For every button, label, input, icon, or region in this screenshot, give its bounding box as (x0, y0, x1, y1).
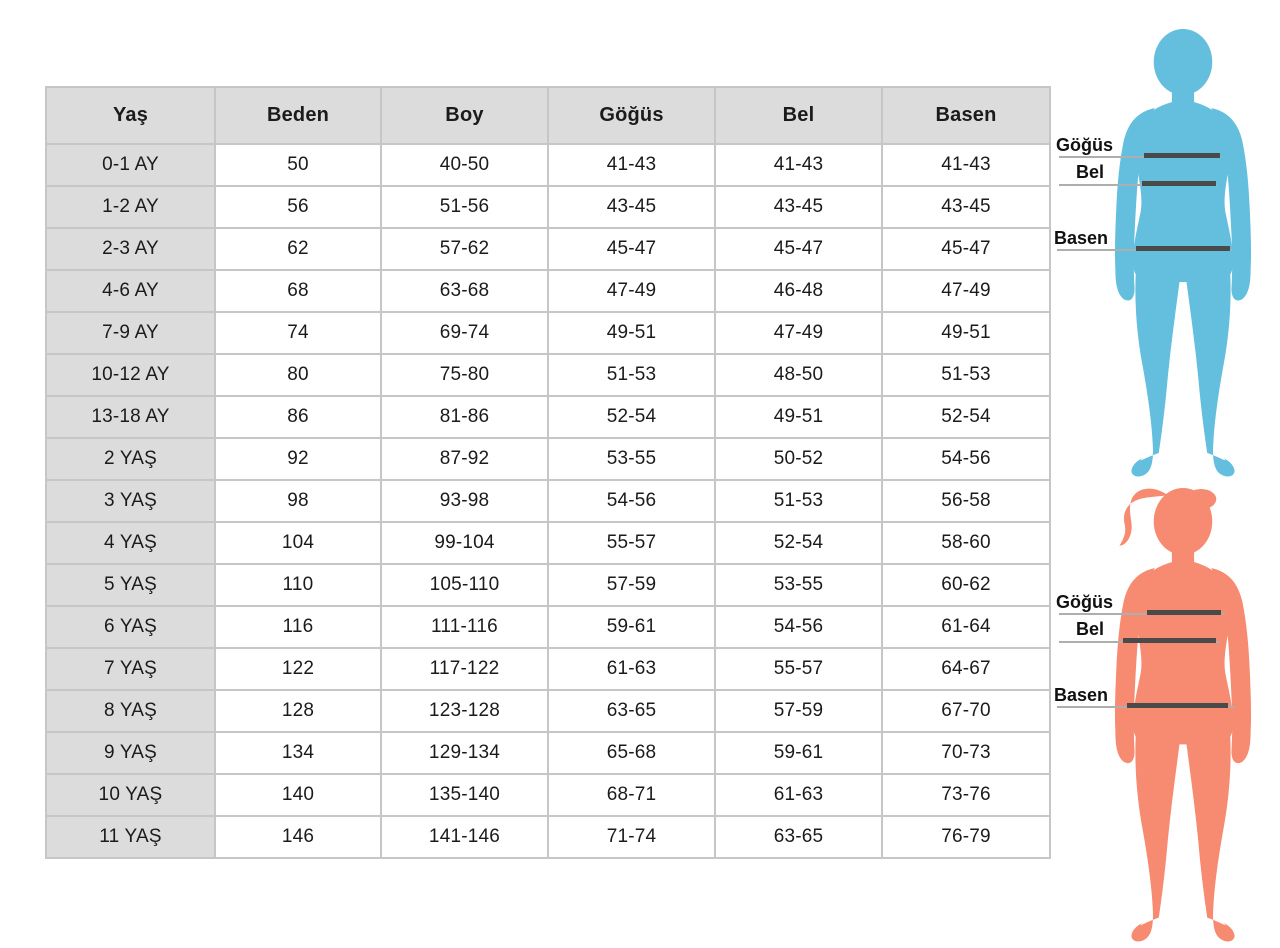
table-cell: 75-80 (381, 354, 548, 396)
row-header-age: 10 YAŞ (46, 774, 215, 816)
child-waist-label: Bel (1076, 619, 1105, 639)
table-body (46, 144, 1050, 858)
table-cell: 51-53 (715, 480, 882, 522)
table-cell: 48-50 (715, 354, 882, 396)
table-cell: 53-55 (715, 564, 882, 606)
table-cell: 43-45 (715, 186, 882, 228)
table-cell: 41-43 (882, 144, 1050, 186)
table-cell: 47-49 (715, 312, 882, 354)
table-cell: 63-65 (548, 690, 715, 732)
table-cell: 63-65 (715, 816, 882, 858)
header-row (46, 87, 1050, 144)
table-cell: 41-43 (715, 144, 882, 186)
table-cell: 47-49 (548, 270, 715, 312)
table-cell: 62 (215, 228, 381, 270)
adult-right-leg (1183, 260, 1235, 477)
adult-hip-label: Basen (1054, 228, 1109, 248)
table-cell: 54-56 (715, 606, 882, 648)
table-cell: 52-54 (715, 522, 882, 564)
column-header: Göğüs (548, 87, 715, 144)
size-table-container (45, 86, 1049, 859)
table-row (46, 606, 1050, 648)
table-cell: 56-58 (882, 480, 1050, 522)
table-cell: 73-76 (882, 774, 1050, 816)
table-cell: 110 (215, 564, 381, 606)
table-row (46, 186, 1050, 228)
table-cell: 63-68 (381, 270, 548, 312)
table-cell: 68-71 (548, 774, 715, 816)
table-cell: 45-47 (882, 228, 1050, 270)
table-cell: 65-68 (548, 732, 715, 774)
table-cell: 129-134 (381, 732, 548, 774)
table-row (46, 816, 1050, 858)
table-cell: 68 (215, 270, 381, 312)
child-figure (1072, 487, 1280, 945)
adult-hip-measure-line (1136, 246, 1230, 251)
table-cell: 87-92 (381, 438, 548, 480)
table-cell: 57-59 (548, 564, 715, 606)
column-header: Basen (882, 87, 1050, 144)
table-row (46, 438, 1050, 480)
table-cell: 146 (215, 816, 381, 858)
column-header: Yaş (46, 87, 215, 144)
table-row (46, 690, 1050, 732)
child-waist-measure-line (1123, 638, 1216, 643)
table-cell: 60-62 (882, 564, 1050, 606)
table-row (46, 564, 1050, 606)
table-cell: 135-140 (381, 774, 548, 816)
table-cell: 69-74 (381, 312, 548, 354)
table-cell: 55-57 (715, 648, 882, 690)
table-cell: 41-43 (548, 144, 715, 186)
table-cell: 52-54 (548, 396, 715, 438)
table-cell: 61-63 (548, 648, 715, 690)
row-header-age: 4-6 AY (46, 270, 215, 312)
table-cell: 71-74 (548, 816, 715, 858)
table-cell: 43-45 (882, 186, 1050, 228)
child-hip-measure-line (1127, 703, 1228, 708)
table-cell: 49-51 (882, 312, 1050, 354)
table-cell: 49-51 (548, 312, 715, 354)
table-cell: 141-146 (381, 816, 548, 858)
row-header-age: 0-1 AY (46, 144, 215, 186)
table-cell: 93-98 (381, 480, 548, 522)
table-cell: 80 (215, 354, 381, 396)
adult-waist-label: Bel (1076, 162, 1105, 182)
child-left-leg (1131, 722, 1183, 941)
row-header-age: 2 YAŞ (46, 438, 215, 480)
table-cell: 140 (215, 774, 381, 816)
table-cell: 47-49 (882, 270, 1050, 312)
table-cell: 51-53 (882, 354, 1050, 396)
child-right-leg (1183, 722, 1235, 941)
row-header-age: 8 YAŞ (46, 690, 215, 732)
table-cell: 74 (215, 312, 381, 354)
adult-torso (1133, 100, 1233, 282)
table-cell: 61-63 (715, 774, 882, 816)
table-row (46, 522, 1050, 564)
table-cell: 59-61 (715, 732, 882, 774)
child-chest-measure-line (1147, 610, 1221, 615)
adult-waist-measure-line (1142, 181, 1216, 186)
table-cell: 53-55 (548, 438, 715, 480)
table-cell: 57-62 (381, 228, 548, 270)
table-cell: 86 (215, 396, 381, 438)
table-cell: 49-51 (715, 396, 882, 438)
table-cell: 123-128 (381, 690, 548, 732)
adult-chest-measure-line (1144, 153, 1220, 158)
table-cell: 122 (215, 648, 381, 690)
table-cell: 67-70 (882, 690, 1050, 732)
table-cell: 116 (215, 606, 381, 648)
table-row (46, 312, 1050, 354)
table-row (46, 228, 1050, 270)
adult-figure-silhouette (1072, 28, 1280, 480)
column-header: Boy (381, 87, 548, 144)
table-cell: 54-56 (882, 438, 1050, 480)
child-hip-label: Basen (1054, 685, 1109, 705)
row-header-age: 3 YAŞ (46, 480, 215, 522)
table-cell: 50-52 (715, 438, 882, 480)
table-row (46, 774, 1050, 816)
table-cell: 50 (215, 144, 381, 186)
table-cell: 45-47 (715, 228, 882, 270)
table-cell: 52-54 (882, 396, 1050, 438)
table-cell: 56 (215, 186, 381, 228)
child-torso (1133, 560, 1233, 744)
table-cell: 76-79 (882, 816, 1050, 858)
table-cell: 81-86 (381, 396, 548, 438)
row-header-age: 6 YAŞ (46, 606, 215, 648)
row-header-age: 10-12 AY (46, 354, 215, 396)
child-chest-label: Göğüs (1056, 592, 1113, 612)
table-cell: 59-61 (548, 606, 715, 648)
table-cell: 104 (215, 522, 381, 564)
table-cell: 128 (215, 690, 381, 732)
table-cell: 51-56 (381, 186, 548, 228)
table-cell: 51-53 (548, 354, 715, 396)
table-cell: 55-57 (548, 522, 715, 564)
adult-figure (1072, 28, 1280, 480)
table-row (46, 732, 1050, 774)
table-cell: 46-48 (715, 270, 882, 312)
column-header: Bel (715, 87, 882, 144)
row-header-age: 1-2 AY (46, 186, 215, 228)
row-header-age: 7 YAŞ (46, 648, 215, 690)
size-table (45, 86, 1051, 859)
table-row (46, 648, 1050, 690)
table-cell: 40-50 (381, 144, 548, 186)
table-cell: 45-47 (548, 228, 715, 270)
table-cell: 134 (215, 732, 381, 774)
table-cell: 98 (215, 480, 381, 522)
table-cell: 111-116 (381, 606, 548, 648)
row-header-age: 5 YAŞ (46, 564, 215, 606)
row-header-age: 7-9 AY (46, 312, 215, 354)
table-cell: 117-122 (381, 648, 548, 690)
row-header-age: 2-3 AY (46, 228, 215, 270)
table-cell: 64-67 (882, 648, 1050, 690)
table-cell: 54-56 (548, 480, 715, 522)
row-header-age: 4 YAŞ (46, 522, 215, 564)
table-cell: 105-110 (381, 564, 548, 606)
table-row (46, 354, 1050, 396)
table-cell: 70-73 (882, 732, 1050, 774)
child-figure-silhouette (1072, 487, 1280, 945)
row-header-age: 13-18 AY (46, 396, 215, 438)
row-header-age: 9 YAŞ (46, 732, 215, 774)
table-cell: 61-64 (882, 606, 1050, 648)
column-header: Beden (215, 87, 381, 144)
adult-chest-label: Göğüs (1056, 135, 1113, 155)
table-cell: 43-45 (548, 186, 715, 228)
adult-left-leg (1131, 260, 1183, 477)
table-cell: 99-104 (381, 522, 548, 564)
table-cell: 92 (215, 438, 381, 480)
table-row (46, 480, 1050, 522)
table-row (46, 144, 1050, 186)
table-cell: 58-60 (882, 522, 1050, 564)
table-row (46, 396, 1050, 438)
table-row (46, 270, 1050, 312)
table-cell: 57-59 (715, 690, 882, 732)
row-header-age: 11 YAŞ (46, 816, 215, 858)
